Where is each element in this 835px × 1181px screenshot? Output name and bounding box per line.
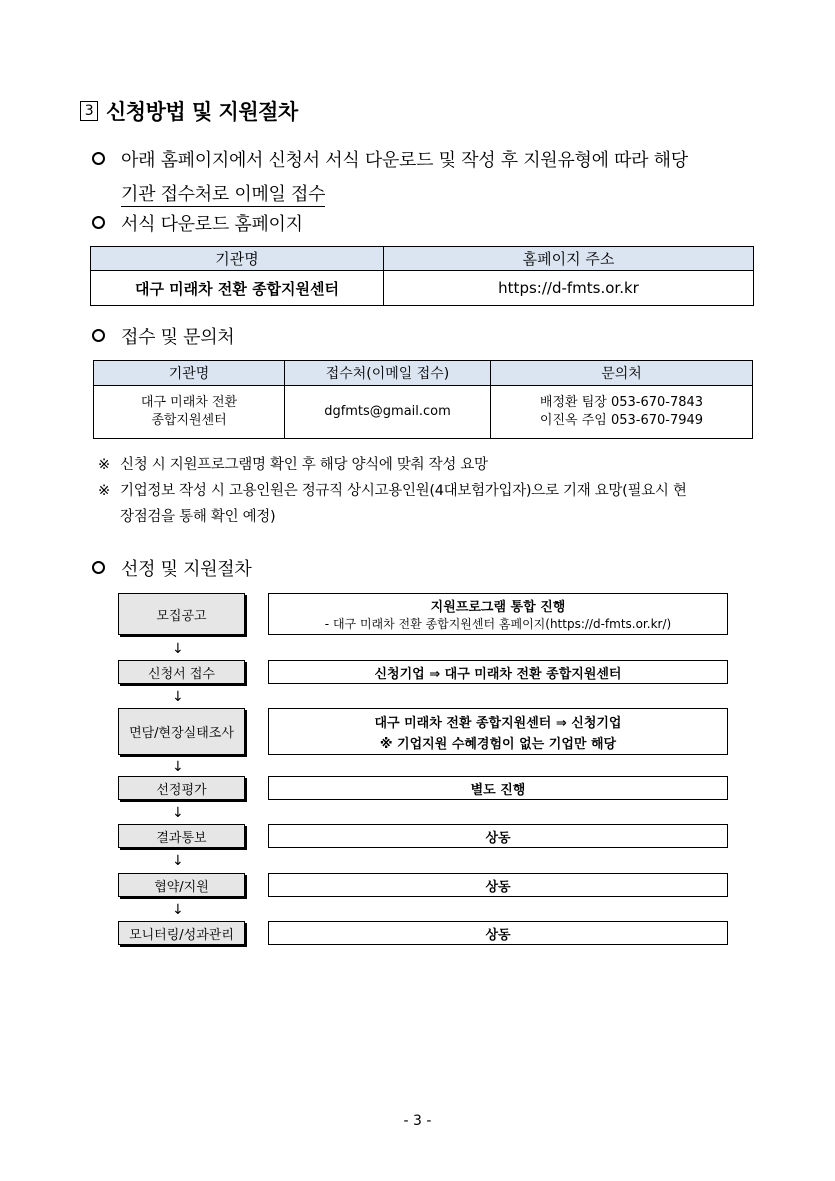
step-desc (268, 593, 728, 635)
table-header: 기관명 (94, 361, 285, 386)
step-box: 결과통보 (118, 824, 245, 848)
section-number: 3 (80, 101, 98, 121)
note-2 (98, 478, 758, 504)
step-desc (268, 824, 728, 848)
down-arrow-icon: ↓ (172, 689, 184, 705)
homepage-table (90, 246, 754, 306)
step-box: 신청서 접수 (118, 660, 245, 684)
bullet-circle-icon (92, 152, 105, 165)
bullet-text: 서식 다운로드 홈페이지 (121, 214, 303, 235)
bullet-circle-icon (92, 216, 105, 229)
step-desc-text: 상동 (485, 830, 511, 846)
step-desc-text: 상동 (485, 927, 511, 943)
org-line2: 종합지원센터 (151, 413, 227, 428)
step-desc-text: 상동 (485, 879, 511, 895)
table-header: 문의처 (491, 361, 753, 386)
step-desc-sub: - 대구 미래차 전환 종합지원센터 홈페이지(https://d-fmts.or.kr/) (324, 617, 672, 631)
bullet-download (88, 210, 303, 236)
org-line1: 대구 미래차 전환 (140, 395, 238, 410)
table-header: 홈페이지 주소 (384, 247, 754, 271)
down-arrow-icon: ↓ (172, 853, 184, 869)
step-desc (268, 708, 728, 755)
section-title: 신청방법 및 지원절차 (106, 100, 298, 124)
down-arrow-icon: ↓ (172, 805, 184, 821)
step-desc (268, 776, 728, 800)
step-box: 협약/지원 (118, 873, 245, 897)
bullet-procedure (88, 555, 251, 581)
homepage-link[interactable]: https://d-fmts.or.kr (384, 271, 754, 306)
bullet-contact (88, 323, 234, 349)
bullet-text-line2: 기관 접수처로 이메일 접수 (121, 184, 326, 205)
reference-mark-icon: ※ (98, 457, 110, 473)
note-text: 신청 시 지원프로그램명 확인 후 해당 양식에 맞춰 작성 요망 (120, 457, 488, 473)
step-box: 면담/현장실태조사 (118, 708, 245, 755)
step-box: 모집공고 (118, 593, 245, 635)
step-desc (268, 660, 728, 684)
step-desc (268, 873, 728, 897)
contact-table (93, 360, 753, 439)
step-desc-text2: ※ 기업지원 수혜경험이 없는 기업만 해당 (379, 736, 617, 752)
notes (98, 452, 758, 530)
note-1 (98, 452, 758, 478)
step-desc-text: 지원프로그램 통합 진행 (430, 600, 566, 615)
bullet-text: 접수 및 문의처 (121, 327, 235, 348)
down-arrow-icon: ↓ (172, 759, 184, 775)
table-cell-org: 대구 미래차 전환 종합지원센터 (91, 271, 384, 306)
step-box: 선정평가 (118, 776, 245, 800)
bullet-text: 선정 및 지원절차 (121, 559, 252, 580)
section-heading (80, 96, 298, 126)
step-desc-text: 신청기업 ⇒ 대구 미래차 전환 종합지원센터 (374, 666, 622, 682)
bullet-apply-method (88, 146, 768, 206)
step-desc-text: 대구 미래차 전환 종합지원센터 ⇒ 신청기업 (374, 715, 622, 731)
table-cell-contact (491, 386, 753, 439)
table-header: 기관명 (91, 247, 384, 271)
bullet-circle-icon (92, 329, 105, 342)
step-desc-text: 별도 진행 (470, 782, 526, 798)
table-header: 접수처(이메일 접수) (285, 361, 491, 386)
step-desc (268, 921, 728, 945)
down-arrow-icon: ↓ (172, 902, 184, 918)
email-link[interactable]: dgfmts@gmail.com (285, 386, 491, 439)
page-number: - 3 - (403, 1113, 432, 1129)
table-cell-org (94, 386, 285, 439)
down-arrow-icon: ↓ (172, 641, 184, 657)
step-box: 모니터링/성과관리 (118, 921, 245, 945)
bullet-text-line1: 아래 홈페이지에서 신청서 서식 다운로드 및 작성 후 지원유형에 따라 해당 (121, 150, 688, 171)
reference-mark-icon: ※ (98, 483, 110, 499)
note-2-cont: 장점검을 통해 확인 예정) (120, 509, 276, 525)
contact-2: 이진옥 주임 053-670-7949 (539, 413, 704, 428)
bullet-circle-icon (92, 561, 105, 574)
note-text: 기업정보 작성 시 고용인원은 정규직 상시고용인원(4대보험가입자)으로 기재 요망(필요시 현 (120, 483, 687, 499)
contact-1: 배정환 팀장 053-670-7843 (539, 395, 704, 410)
